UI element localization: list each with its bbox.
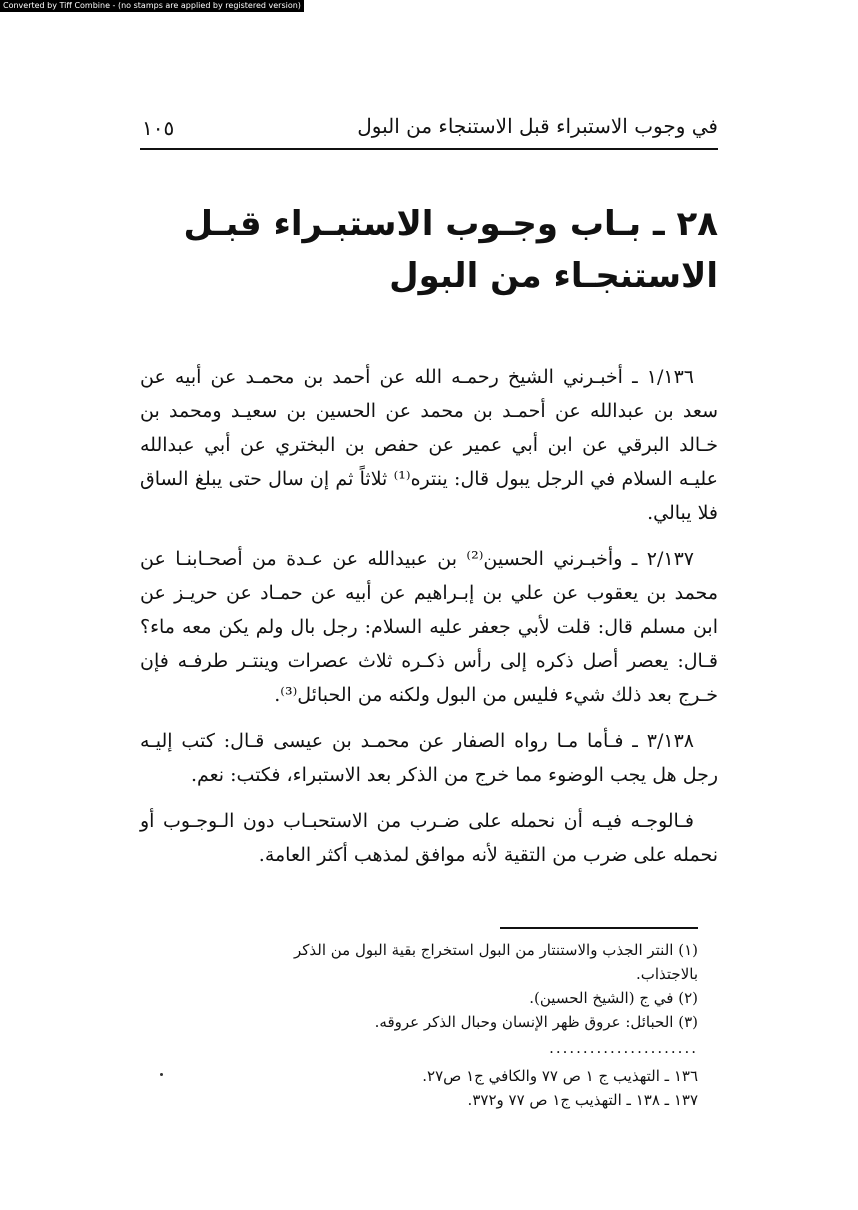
footnote-3: (٣) الحبائل: عروق ظهر الإنسان وحبال الذكر عروقه. [374,1013,698,1031]
footnote-1: (١) النتر الجذب والاستنتار من البول استخراج بقية البول من الذكر بالاجتذاب. [293,941,698,983]
footnotes [230,938,698,1112]
running-header [140,112,718,150]
reference-137-138: ١٣٧ ـ ١٣٨ ـ التهذيب ج١ ص ٧٧ و٣٧٢. [467,1091,698,1109]
footnote-2: (٢) في ج (الشيخ الحسين). [529,989,698,1007]
page-number: ١٠٥ [142,116,175,140]
paragraph-137: ٢/١٣٧ ـ وأخبـرني الحسين⁽²⁾ بن عبيدالله عن عـدة من أصحـابنـا عن محمد بن يعقوب عن علي بن إبـراهيم عن أبيه عن حمـاد عن حريـز عن ابن مسلم قال: قلت لأبي جعفر عليه السلام: رجل بال ولم يكن معه ماء؟ قـال: يعصر أصل ذكره إلى رأس ذكـره ثلاث عصرات وينتـر طرفـه فإن خـرج بعد ذلك شيء فليس من البول ولكنه من الحبائل⁽³⁾. [140,548,718,706]
running-title: في وجوب الاستبراء قبل الاستنجاء من البول [357,114,718,138]
paragraph-138: ٣/١٣٨ ـ فـأما مـا رواه الصفار عن محمـد بن عيسى قـال: كتب إليـه رجل هل يجب الوضوء مما خرج من الذكر بعد الاستبراء، فكتب: نعم. [140,730,718,786]
stray-mark [160,1073,163,1076]
main-text [140,360,718,884]
paragraph-commentary: فـالوجـه فيـه أن نحمله على ضـرب من الاستحبـاب دون الـوجـوب أو نحمله على ضرب من التقية لأنه موافق لمذهب أكثر العامة. [140,810,718,866]
reference-136: ١٣٦ ـ التهذيب ج ١ ص ٧٧ والكافي ج١ ص٢٧. [422,1067,698,1085]
chapter-title: ٢٨ ـ بـاب وجـوب الاستبـراء قبـل الاستنجـاء من البول [183,204,718,296]
dotted-separator: ...................... [549,1039,698,1057]
converter-watermark: Converted by Tiff Combine - (no stamps are applied by registered version) [0,0,304,12]
footnote-divider [500,927,698,929]
paragraph-136: ١/١٣٦ ـ أخبـرني الشيخ رحمـه الله عن أحمد بن محمـد عن أبيه عن سعد بن عبدالله عن أحمـد بن محمد عن الحسين بن سعيـد ومحمد بن خـالد البرقي عن ابن أبي عمير عن حفص بن البختري عن أبي عبدالله عليـه السلام في الرجل يبول قال: ينتره⁽¹⁾ ثلاثاً ثم إن سال حتى يبلغ الساق فلا يبالي. [140,366,718,524]
